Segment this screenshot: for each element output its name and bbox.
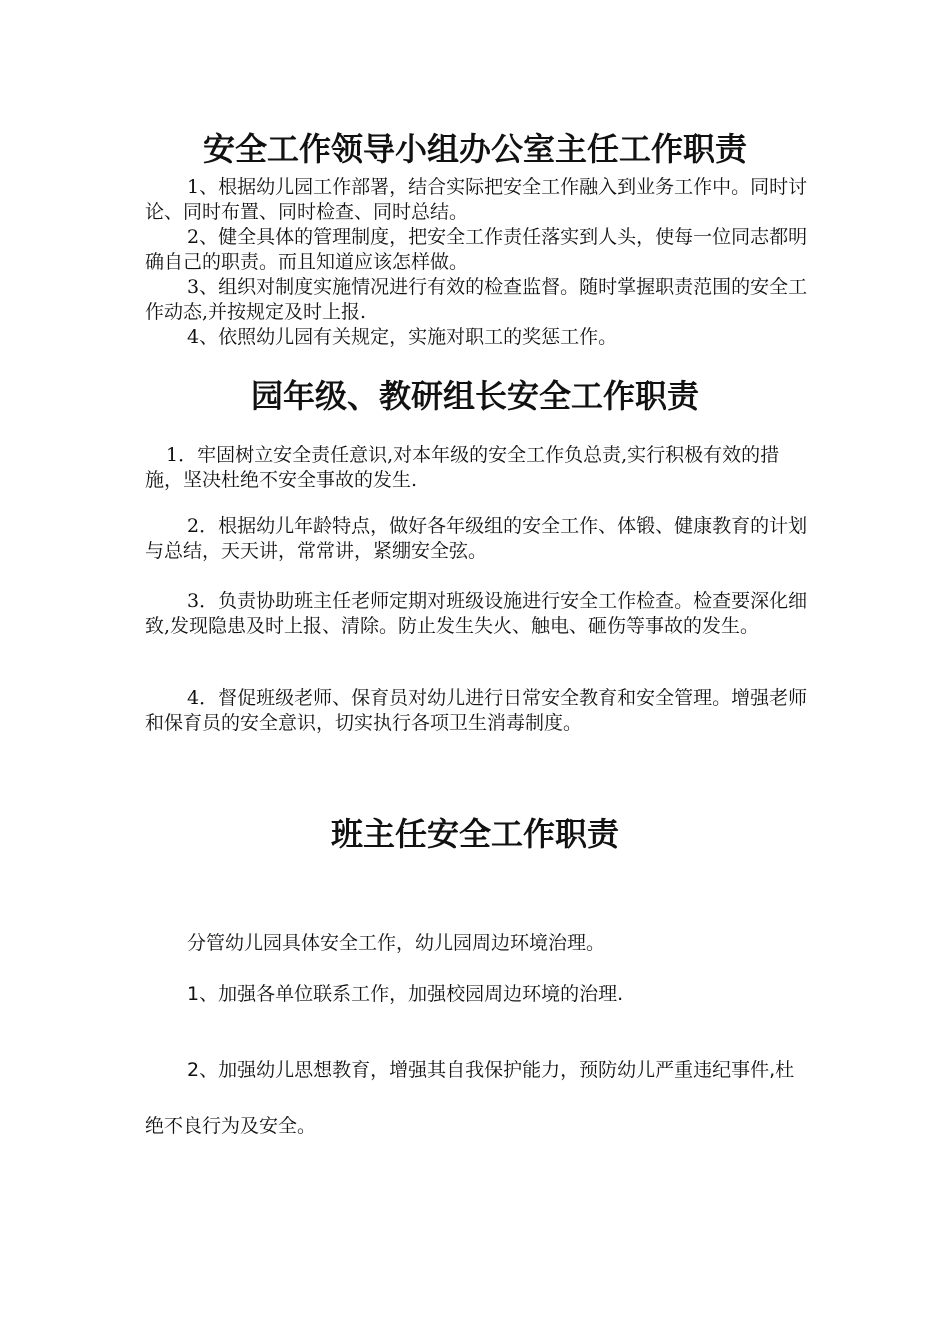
section1-item-3: 3、组织对制度实施情况进行有效的检查监督。随时掌握职责范围的安全工作动态,并按规定及时上报. (145, 276, 808, 323)
section2-item-4: 4．督促班级老师、保育员对幼儿进行日常安全教育和安全管理。增强老师和保育员的安全意识，切实执行各项卫生消毒制度。 (145, 687, 808, 734)
section2-item-1: 1．牢固树立安全责任意识,对本年级的安全工作负总责,实行积极有效的措施，坚决杜绝不安全事故的发生. (145, 444, 780, 491)
section3-intro: 分管幼儿园具体安全工作，幼儿园周边环境治理。 (187, 932, 606, 954)
section3-item-2: 2、加强幼儿思想教育，增强其自我保护能力，预防幼儿严重违纪事件,杜绝不良行为及安全。 (145, 1059, 795, 1137)
section3-title: 班主任安全工作职责 (330, 815, 619, 853)
section2-title: 园年级、教研组长安全工作职责 (250, 377, 699, 415)
section1-title: 安全工作领导小组办公室主任工作职责 (202, 130, 747, 168)
section2-item-2: 2．根据幼儿年龄特点，做好各年级组的安全工作、体锻、健康教育的计划与总结，天天讲，常常讲，紧绷安全弦。 (145, 515, 808, 562)
section1-item-1: 1、根据幼儿园工作部署，结合实际把安全工作融入到业务工作中。同时讨论、同时布置、同时检查、同时总结。 (145, 176, 808, 223)
section2-item-3: 3．负责协助班主任老师定期对班级设施进行安全工作检查。检查要深化细致,发现隐患及时上报、清除。防止发生失火、触电、砸伤等事故的发生。 (145, 590, 808, 637)
section1-item-4: 4、依照幼儿园有关规定，实施对职工的奖惩工作。 (187, 326, 618, 348)
section1-item-2: 2、健全具体的管理制度，把安全工作责任落实到人头，使每一位同志都明确自己的职责。而且知道应该怎样做。 (145, 226, 808, 273)
section3-item-1: 1、加强各单位联系工作，加强校园周边环境的治理. (187, 983, 624, 1005)
